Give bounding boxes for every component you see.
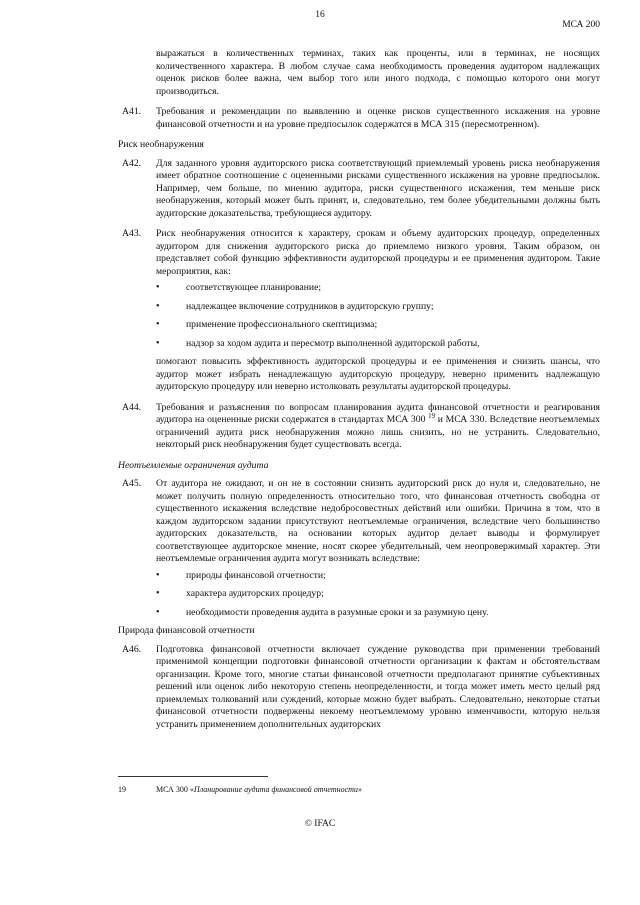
main-content [118,48,600,739]
bullet-icon: • [156,319,160,330]
paragraph-a41 [118,106,600,131]
bullet-icon: • [156,588,160,599]
bullet-icon: • [156,300,160,312]
list-item: • надзор за ходом аудита и пересмотр выполненной аудиторской работы, [156,337,480,349]
a43-conclusion: помогают повысить эффективность аудиторской процедуры и ее применения и снизить шансы, что аудитор может избрать ненадлежащую аудиторскую процедуру, неверно применить надлежащую аудиторскую процедуру или неверно истолковать результаты аудиторской процедуры. [156,356,600,392]
bullet-icon: • [156,337,160,349]
footnote-number: 19 [118,785,126,794]
bullet-icon: • [156,606,160,618]
page-footer-copyright: © IFAC [304,819,336,829]
paragraph-number: A46. [122,643,142,655]
footnote-divider [118,776,268,777]
intro-continuation: выражаться в количественных терминах, таких как проценты, или в терминах, не носящих количественного характера. В любом случае сама необходимость проведения аудитором надлежащих оценок рисков более важна, чем выбор того или иного подхода, с помощью которого они могут производиться. [156,48,600,97]
page-number: 16 [315,10,325,20]
paragraph-a46 [118,644,600,732]
paragraph-a45 [118,478,600,566]
bullet-icon: • [156,282,160,293]
section-heading-detection-risk: Риск необнаружения [118,139,204,150]
paragraph-text: Требования и разъяснения по вопросам планирования аудита финансовой отчетности и реагирования аудитора на оцененные риски содержатся в стандартах МСА 300 $^{19}$ и МСА 330. Вследствие неотъемлемых ограничений аудита риск необнаружения можно лишь снизить, но не устранить. Следовательно, некоторый риск необнаружения будет существовать всегда. [156,401,601,450]
paragraph-number: A42. [122,157,142,169]
list-item: • соответствующее планирование; [156,282,322,293]
a43-bullet-list [156,282,600,350]
paragraph-text: Риск необнаружения относится к характеру, срокам и объему аудиторских процедур, определенных аудитором для снижения аудиторского риска до приемлемо низкого уровня. Таким образом, он представляет собой функцию эффективности аудиторской процедуры и ее применения аудитором. Такие мероприятия, как: [156,228,600,277]
standard-code: МСА 200 [562,20,600,30]
list-item: • надлежащее включение сотрудников в аудиторскую группу; [156,300,434,312]
bullet-icon: • [156,569,160,581]
paragraph-text: Требования и рекомендации по выявлению и оценке рисков существенного искажения на уровне финансовой отчетности и на уровне предпосылок содержатся в МСА 315 (пересмотренном). [156,106,600,130]
paragraph-number: A44. [122,401,142,413]
footnote-reference[interactable]: 19 [428,411,436,420]
paragraph-number: A43. [122,228,142,239]
paragraph-text: От аудитора не ожидают, и он не в состоянии снизить аудиторский риск до нуля и, следовательно, не может получить полную определенность относительно того, что финансовая отчетность свободна от существенного искажения вследствие недобросовестных действий или ошибки. Причина в том, что в каждом аудиторском задании присутствуют неотъемлемые ограничения, вследствие чего большинство аудиторских доказательств, на основании которых аудитор делает выводы и формулирует соответствующее аудиторское мнение, носят скорее убедительный, чем неопровержимый характер. Эти неотъемлемые ограничения аудита могут возникать вследствие: [156,478,600,564]
list-item: • характера аудиторских процедур; [156,588,324,599]
list-item: • природы финансовой отчетности; [156,569,326,581]
list-item: • применение профессионального скептицизма; [156,319,378,330]
paragraph-number: A41. [122,106,142,117]
section-heading-nature-of-financial-reporting: Природа финансовой отчетности [118,625,255,636]
footnote-text: МСА 300 «Планирование аудита финансовой отчетности» [156,785,362,794]
paragraph-a44 [118,402,600,452]
paragraph-text: Подготовка финансовой отчетности включает суждение руководства при применении требований применимой концепции подготовки финансовой отчетности организации к фактам и обстоятельствам организации. Кроме того, многие статьи финансовой отчетности предполагают принятие субъективных решений или оценок либо некоторую степень неопределенности, и тогда может иметь место целый ряд приемлемых толкований или суждений, которые можно будет выбрать. Следовательно, некоторые статьи финансовой отчетности подвержены некоему неотъемлемому уровню изменчивости, которую нельзя устранить применением дополнительных аудиторских [156,643,600,730]
paragraph-a43 [118,228,600,278]
a45-bullet-list [156,570,600,620]
paragraph-text: Для заданного уровня аудиторского риска соответствующий приемлемый уровень риска необнаружения имеет обратное соотношение с оцененными рисками существенного искажения на уровне предпосылок. Например, чем больше, по мнению аудитора, риски существенного искажения, тем меньше риск необнаружения, который может быть принят, и, следовательно, тем более убедительными должны быть аудиторские доказательства, требующиеся аудитору. [156,157,600,219]
section-heading-inherent-limitations: Неотъемлемые ограничения аудита [118,459,269,471]
list-item: • необходимости проведения аудита в разумные сроки и за разумную цену. [156,606,489,618]
paragraph-number: A45. [122,478,142,489]
paragraph-a42 [118,158,600,221]
footnote [118,785,600,794]
